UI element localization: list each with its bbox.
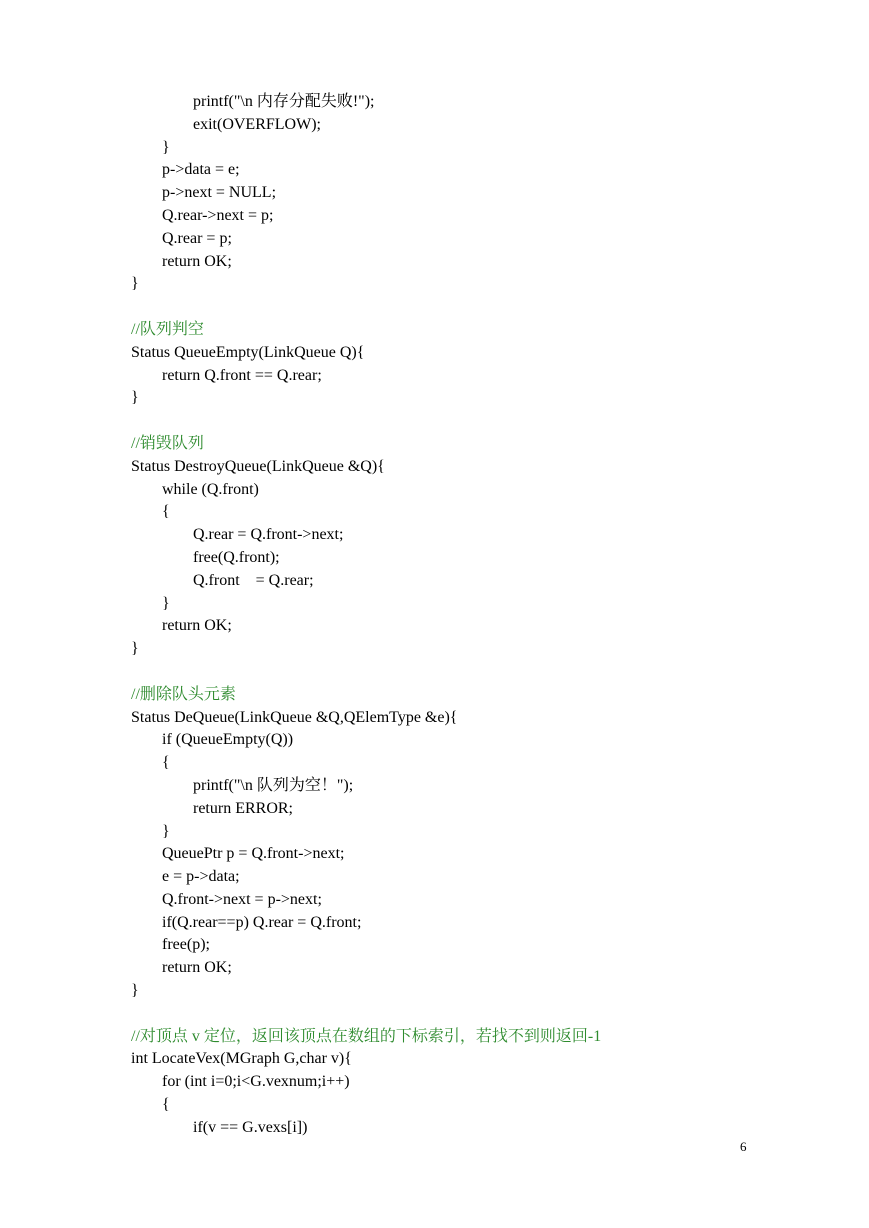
code-line: e = p->data; [162, 868, 240, 886]
code-line: Q.rear = p; [162, 229, 232, 247]
code-comment-line: //队列判空 [131, 320, 204, 338]
code-comment-line: //对顶点 v 定位，返回该顶点在数组的下标索引，若找不到则返回-1 [131, 1027, 602, 1045]
code-line: } [162, 822, 170, 840]
code-line: return OK; [162, 252, 232, 270]
blank-line [131, 296, 771, 319]
code-line: } [162, 138, 170, 156]
code-line: printf("\n 内存分配失败!"); [193, 93, 375, 110]
blank-line [131, 661, 771, 684]
code-line: return OK; [162, 617, 232, 635]
code-line: for (int i=0;i<G.vexnum;i++) [162, 1073, 350, 1091]
code-line: if(Q.rear==p) Q.rear = Q.front; [162, 913, 362, 931]
code-line: Q.rear = Q.front->next; [193, 526, 344, 544]
code-line: p->next = NULL; [162, 184, 277, 202]
code-line: return OK; [162, 959, 232, 977]
code-comment-line: //销毁队列 [131, 434, 204, 452]
code-line: { [162, 754, 170, 772]
page-number: 6 [740, 1139, 747, 1154]
code-line: } [131, 389, 139, 407]
code-line: } [131, 640, 139, 658]
code-line: Status QueueEmpty(LinkQueue Q){ [131, 343, 365, 361]
code-comment-line: //删除队头元素 [131, 685, 236, 703]
code-line: QueuePtr p = Q.front->next; [162, 845, 345, 863]
blank-line [131, 1003, 771, 1026]
code-line: free(Q.front); [193, 548, 280, 566]
code-line: Status DeQueue(LinkQueue &Q,QElemType &e){ [131, 708, 458, 726]
code-line: { [162, 503, 170, 521]
code-line: return Q.front == Q.rear; [162, 366, 322, 384]
blank-line [131, 410, 771, 433]
code-line: Q.rear->next = p; [162, 206, 274, 224]
code-line: { [162, 1096, 170, 1114]
code-line: return ERROR; [193, 799, 293, 817]
code-line: } [162, 594, 170, 612]
code-line: } [131, 982, 139, 1000]
code-line: p->data = e; [162, 161, 240, 179]
code-line: Q.front = Q.rear; [193, 571, 314, 589]
code-line: while (Q.front) [162, 480, 259, 498]
code-line: if (QueueEmpty(Q)) [162, 731, 294, 749]
code-line: if(v == G.vexs[i]) [193, 1118, 308, 1136]
code-listing [131, 91, 771, 1140]
code-line: exit(OVERFLOW); [193, 115, 321, 133]
code-line: printf("\n 队列为空！"); [193, 776, 354, 794]
code-line: free(p); [162, 936, 210, 954]
code-line: Status DestroyQueue(LinkQueue &Q){ [131, 457, 385, 475]
code-line: } [131, 275, 139, 293]
code-line: Q.front->next = p->next; [162, 890, 322, 908]
code-line: int LocateVex(MGraph G,char v){ [131, 1050, 352, 1068]
